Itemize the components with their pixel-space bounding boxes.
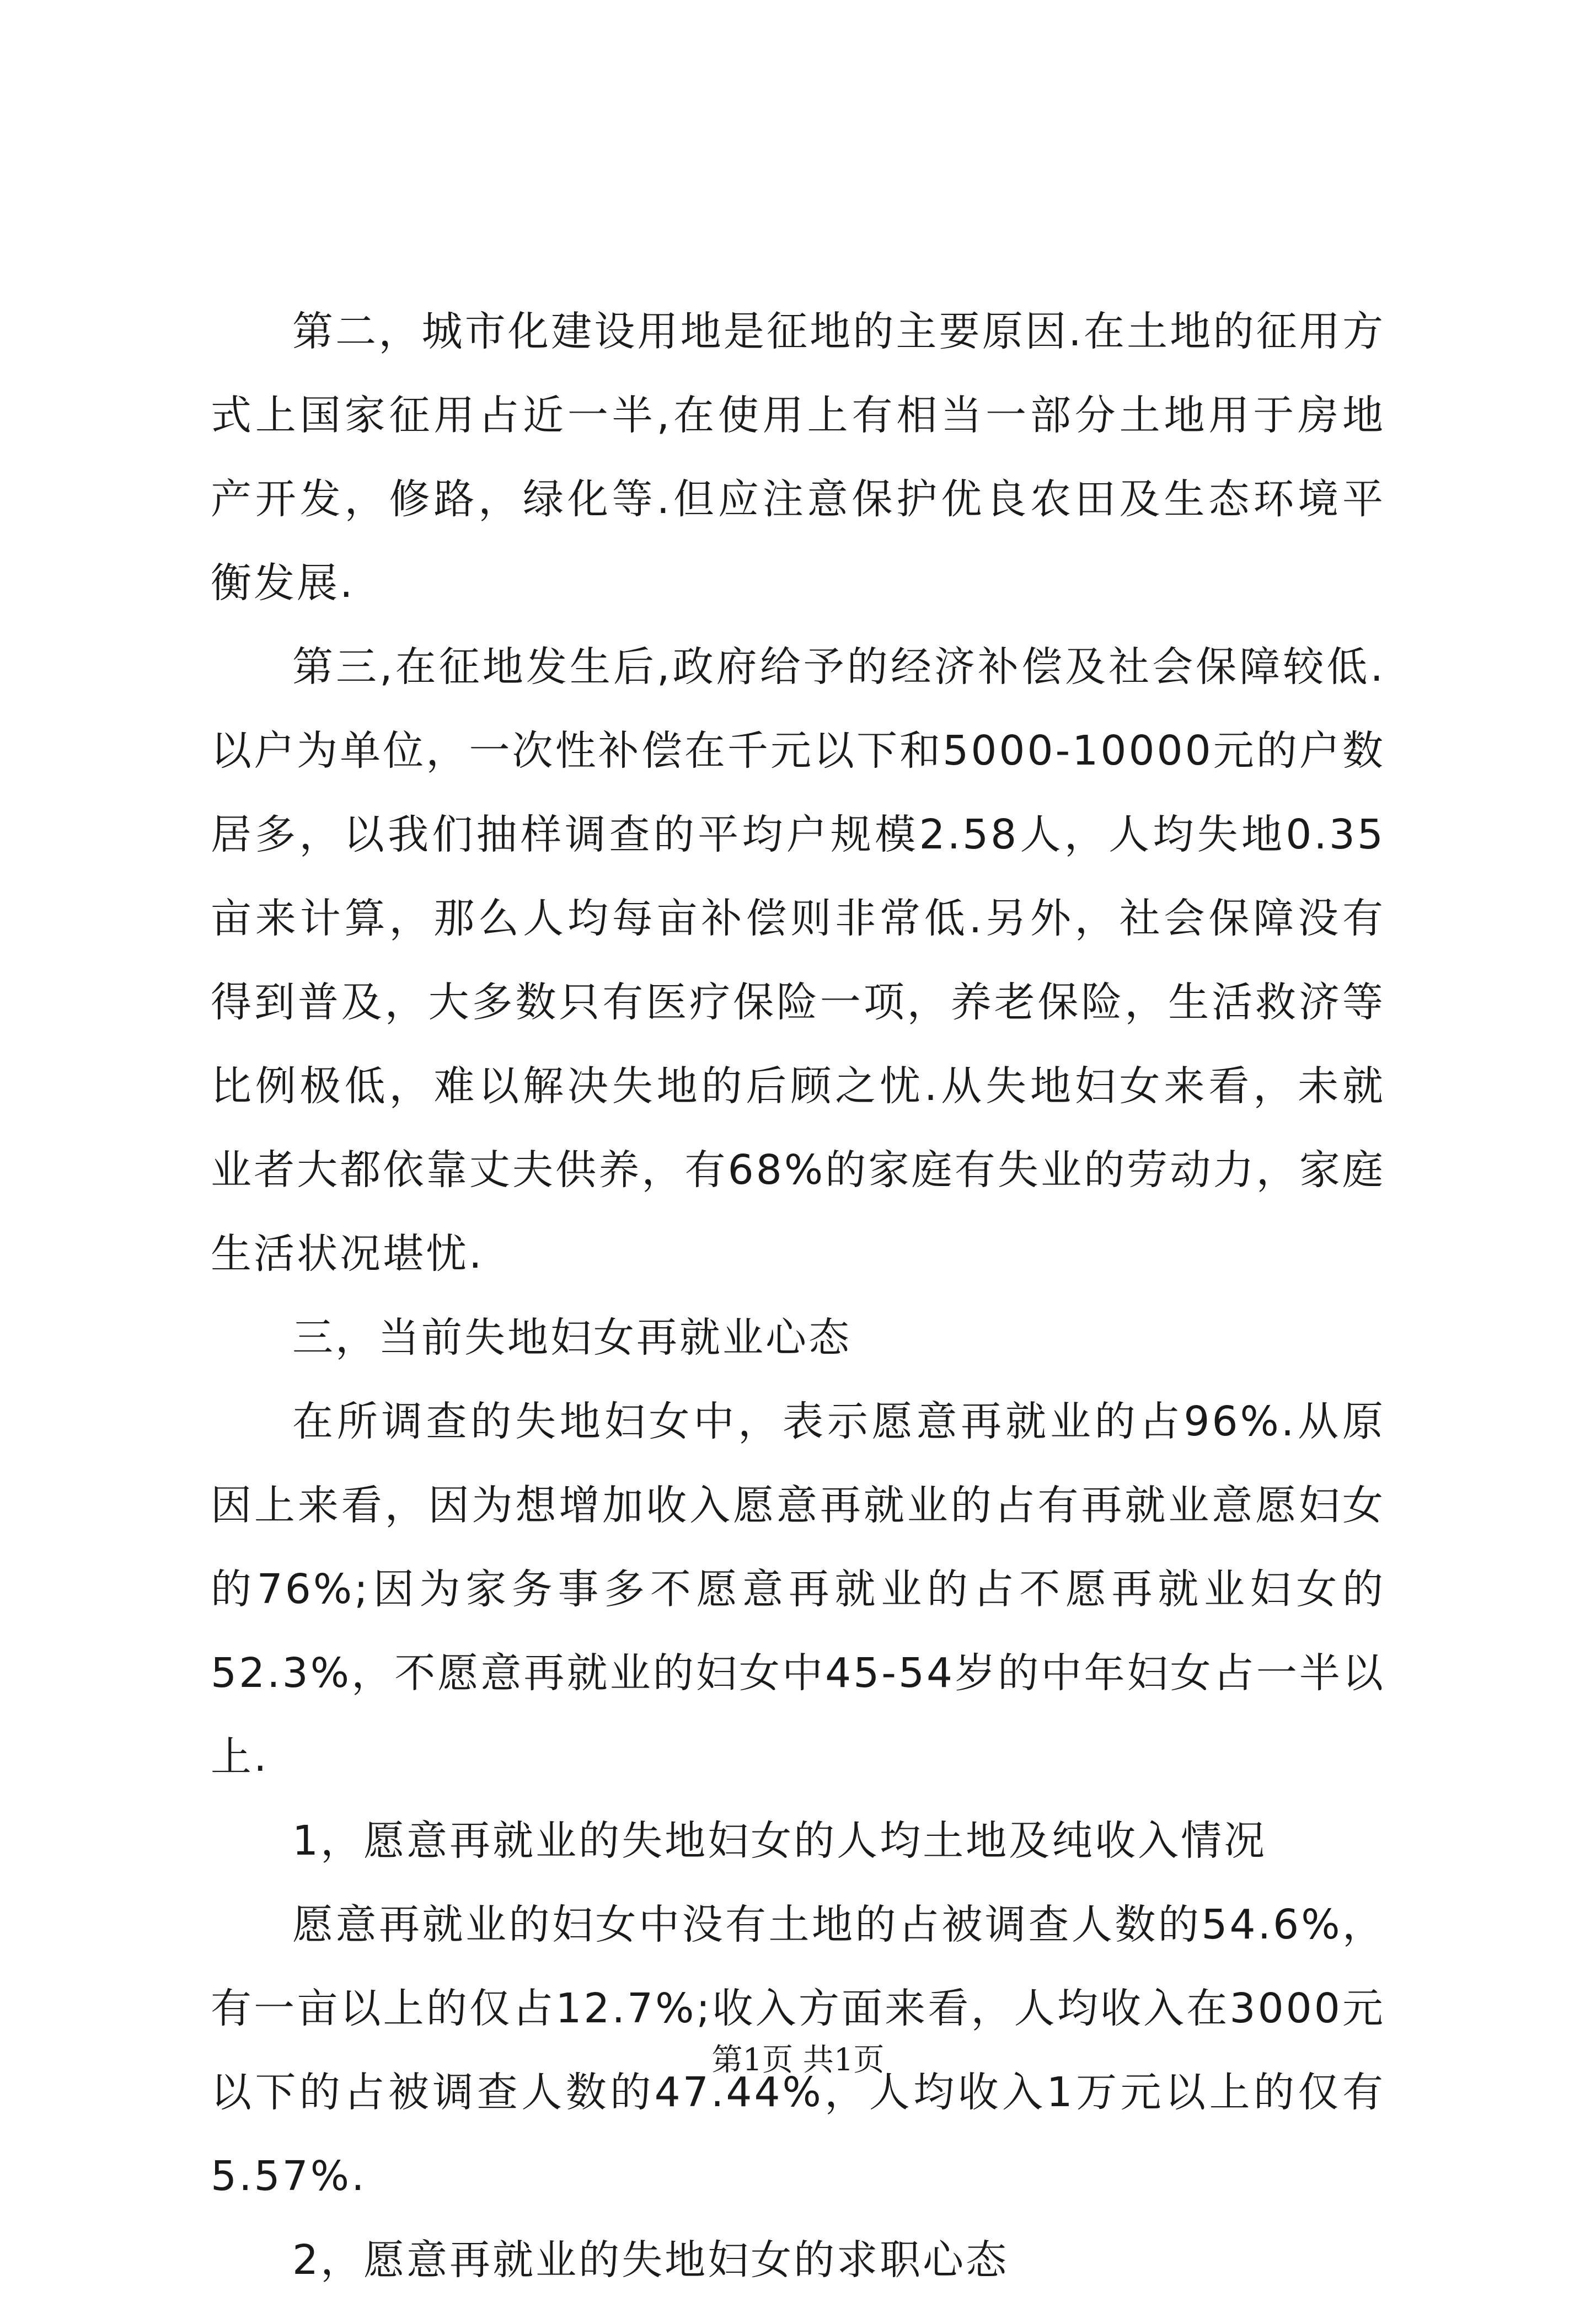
paragraph-urbanization: 第二，城市化建设用地是征地的主要原因.在土地的征用方式上国家征用占近一半,在使用上有相当一部分土地用于房地产开发，修路，绿化等.但应注意保护优良农田及生态环境平衡发展. xyxy=(211,308,1385,607)
subheading-land-income: 1，愿意再就业的失地妇女的人均土地及纯收入情况 xyxy=(292,1817,1267,1865)
section-heading-reemployment: 三，当前失地妇女再就业心态 xyxy=(292,1314,851,1361)
paragraph-compensation: 第三,在征地发生后,政府给予的经济补偿及社会保障较低.以户为单位，一次性补偿在千元以下和5000-10000元的户数居多，以我们抽样调查的平均户规模2.58人，人均失地0.35亩来计算，那么人均每亩补偿则非常低.另外，社会保障没有得到普及，大多数只有医疗保险一项，养老保险，生活救济等比例极低，难以解决失地的后顾之忧.从失地妇女来看，未就业者大都依靠丈夫供养，有68%的家庭有失业的劳动力，家庭生活状况堪忧. xyxy=(211,643,1385,1278)
subheading-job-seeking: 2，愿意再就业的失地妇女的求职心态 xyxy=(292,2236,1009,2284)
paragraph-land-income: 愿意再就业的妇女中没有土地的占被调查人数的54.6%，有一亩以上的仅占12.7%;收入方面来看，人均收入在3000元以下的占被调查人数的47.44%，人均收入1万元以上的仅有5.57%. xyxy=(211,1901,1385,2200)
document-body xyxy=(211,290,1385,2302)
paragraph-willingness: 在所调查的失地妇女中，表示愿意再就业的占96%.从原因上来看，因为想增加收入愿意再就业的占有再就业意愿妇女的76%;因为家务事多不愿意再就业的占不愿再就业妇女的52.3%，不愿意再就业的妇女中45-54岁的中年妇女占一半以上. xyxy=(211,1398,1385,1781)
page-number-footer: 第1页 共1页 xyxy=(711,2042,885,2078)
